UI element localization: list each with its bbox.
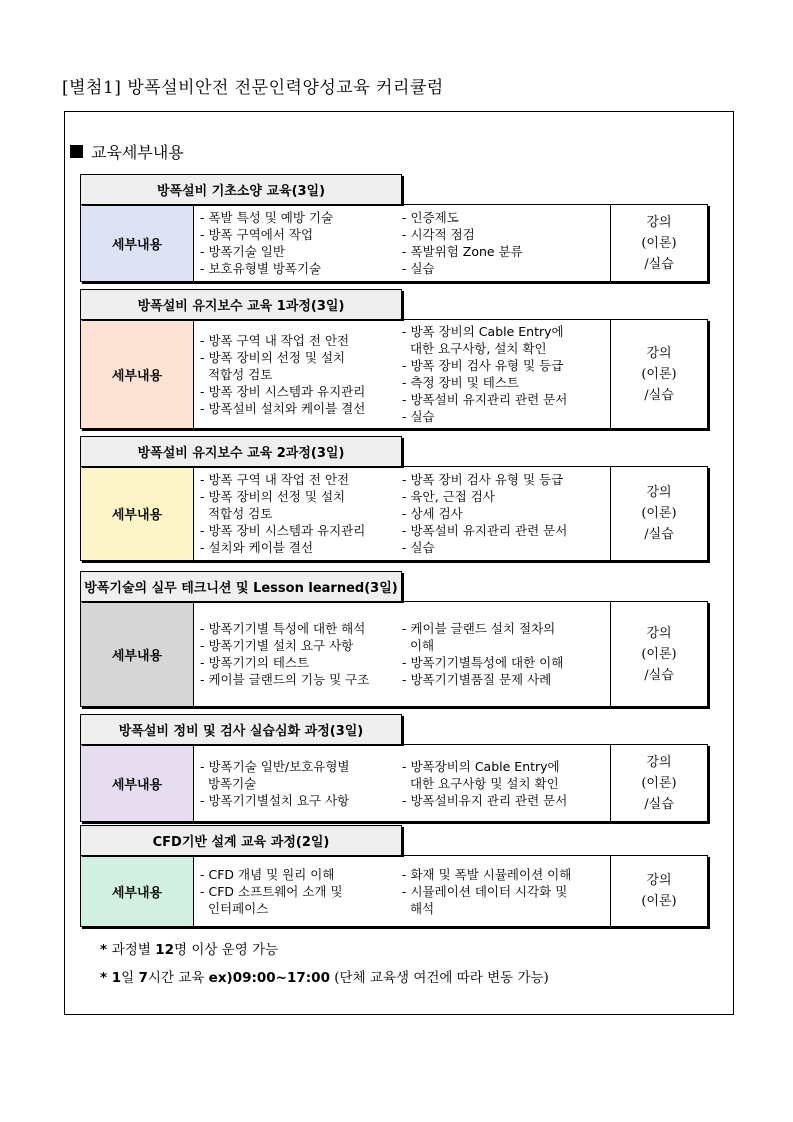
note-text: 1 [111, 970, 122, 986]
detail-item: - 방폭 장비의 선정 및 설치 [200, 349, 346, 365]
detail-label: 세부내용 [81, 467, 194, 560]
detail-item: 인터페이스 [200, 900, 269, 916]
detail-right-column [402, 859, 604, 923]
detail-item: - CFD 개념 및 원리 이해 [200, 866, 335, 882]
detail-item: - 케이블 글랜드의 기능 및 구조 [200, 672, 370, 687]
detail-item: 해석 [402, 900, 435, 916]
detail-label: 세부내용 [81, 602, 194, 706]
detail-item: - 측정 장비 및 테스트 [402, 375, 520, 390]
section-heading [70, 140, 184, 163]
detail-left-column [200, 859, 402, 923]
note-text: 시간 교육 [147, 970, 209, 986]
detail-item: - 방폭기기별 설치 요구 사항 [200, 638, 354, 653]
detail-item: - 방폭설비유지 관리 관련 문서 [402, 792, 568, 808]
course-block [80, 174, 708, 282]
detail-item: 적합성 검토 [200, 366, 273, 382]
course-title: CFD기반 설계 교육 과정(2일) [80, 825, 402, 855]
detail-item: - CFD 소프트웨어 소개 및 [200, 883, 343, 899]
detail-item: 대한 요구사항 및 설치 확인 [402, 775, 559, 791]
detail-content [194, 602, 611, 706]
course-block [80, 571, 708, 707]
teaching-method [611, 320, 707, 428]
note-text: 7 [138, 970, 148, 986]
method-line: (이론) [641, 366, 677, 382]
teaching-method [611, 467, 707, 560]
detail-item: 적합성 검토 [200, 506, 273, 521]
detail-item: - 실습 [402, 409, 435, 424]
course-title: 방폭설비 유지보수 교육 2과정(3일) [80, 436, 402, 466]
method-line: (이론) [641, 646, 677, 662]
detail-item: - 폭발 특성 및 예방 기술 [200, 210, 334, 225]
course-details [80, 466, 708, 561]
detail-item: - 방폭기기별설치 요구 사항 [200, 792, 350, 808]
detail-item: - 화재 및 폭발 시뮬레이션 이해 [402, 866, 572, 882]
course-details [80, 601, 708, 707]
detail-content [194, 205, 611, 281]
teaching-method [611, 205, 707, 281]
asterisk: * [100, 970, 112, 986]
detail-item: - 방폭기술 일반/보호유형별 [200, 758, 350, 774]
detail-item: - 시뮬레이션 데이터 시각화 및 [402, 883, 568, 899]
method-line: (이론) [641, 235, 677, 251]
detail-item: 방폭기술 [200, 775, 257, 791]
detail-item: - 실습 [402, 261, 435, 276]
detail-item: - 폭발위험 Zone 분류 [402, 244, 523, 259]
detail-right-column [402, 470, 604, 557]
detail-label: 세부내용 [81, 320, 194, 428]
teaching-method [611, 602, 707, 706]
note-text: 일 [121, 970, 139, 986]
method-line: 강의 [646, 485, 672, 500]
detail-item: - 방폭기술 일반 [200, 244, 285, 259]
detail-left-column [200, 323, 402, 425]
method-line: (이론) [641, 506, 677, 521]
detail-item: - 방폭 장비의 선정 및 설치 [200, 489, 346, 504]
detail-left-column [200, 748, 402, 818]
note-text: 12 [155, 942, 174, 958]
detail-item: - 방폭장비의 Cable Entry에 [402, 758, 560, 774]
method-line: 강의 [646, 345, 672, 361]
detail-item: - 시각적 점검 [402, 227, 475, 242]
detail-item: - 방폭설비 유지관리 관련 문서 [402, 392, 568, 407]
detail-content [194, 467, 611, 560]
method-line: 강의 [646, 625, 672, 641]
black-square-icon [70, 145, 83, 158]
note-2 [100, 966, 549, 986]
detail-right-column [402, 323, 604, 425]
teaching-method [611, 856, 707, 926]
detail-item: - 방폭 장비의 Cable Entry에 [402, 324, 564, 339]
detail-label: 세부내용 [81, 745, 194, 821]
detail-item: - 방폭기기별품질 문제 사례 [402, 672, 552, 687]
detail-item: - 방폭 구역 내 작업 전 안전 [200, 332, 350, 348]
detail-label: 세부내용 [81, 856, 194, 926]
detail-label: 세부내용 [81, 205, 194, 281]
course-title: 방폭기술의 실무 테크니션 및 Lesson learned(3일) [80, 571, 402, 601]
detail-item: - 방폭 구역 내 작업 전 안전 [200, 472, 350, 487]
detail-item: - 방폭기기별 특성에 대한 해석 [200, 621, 366, 636]
detail-item: - 방폭기기의 테스트 [200, 655, 310, 670]
detail-item: - 인증제도 [402, 210, 459, 225]
method-line: /실습 [644, 387, 674, 403]
detail-item: - 실습 [402, 540, 435, 555]
detail-item: - 상세 검사 [402, 506, 463, 521]
method-line: (이론) [641, 775, 677, 791]
detail-left-column [200, 605, 402, 703]
detail-right-column [402, 748, 604, 818]
course-details [80, 204, 708, 282]
detail-item: 이해 [402, 638, 435, 653]
detail-item: - 방폭 장비 시스템과 유지관리 [200, 383, 366, 399]
detail-left-column [200, 470, 402, 557]
detail-item: - 케이블 글랜드 설치 절차의 [402, 621, 556, 636]
detail-left-column [200, 208, 402, 278]
method-line: 강의 [646, 754, 672, 770]
method-line: 강의 [646, 873, 672, 888]
method-line: /실습 [644, 667, 674, 683]
page-title: [별첨1] 방폭설비안전 전문인력양성교육 커리큘럼 [62, 78, 444, 98]
detail-item: - 보호유형별 방폭기술 [200, 261, 322, 276]
course-details [80, 319, 708, 429]
teaching-method [611, 745, 707, 821]
course-details [80, 744, 708, 822]
method-line: /실습 [644, 256, 674, 272]
detail-item: - 방폭 장비 검사 유형 및 등급 [402, 472, 564, 487]
note-text: 과정별 [111, 942, 156, 958]
course-title: 방폭설비 유지보수 교육 1과정(3일) [80, 289, 402, 319]
course-title: 방폭설비 정비 및 검사 실습심화 과정(3일) [80, 714, 402, 744]
course-block [80, 436, 708, 561]
method-line: (이론) [641, 894, 677, 909]
method-line: /실습 [644, 796, 674, 812]
course-details [80, 855, 708, 927]
section-heading-text: 교육세부내용 [91, 143, 184, 162]
detail-right-column [402, 605, 604, 703]
note-text: (단체 교육생 여건에 따라 변동 가능) [329, 970, 549, 986]
detail-item: - 설치와 케이블 결선 [200, 540, 314, 555]
detail-item: - 방폭 구역에서 작업 [200, 227, 314, 242]
asterisk: * [100, 942, 112, 958]
detail-right-column [402, 208, 604, 278]
detail-content [194, 745, 611, 821]
detail-item: - 방폭설비 유지관리 관련 문서 [402, 523, 568, 538]
detail-item: - 방폭 장비 검사 유형 및 등급 [402, 358, 564, 373]
course-block [80, 825, 708, 927]
note-1 [100, 938, 278, 958]
method-line: 강의 [646, 214, 672, 230]
note-text: 명 이상 운영 가능 [173, 942, 279, 958]
detail-item: - 방폭설비 설치와 케이블 결선 [200, 400, 366, 416]
detail-item: - 방폭기기별특성에 대한 이해 [402, 655, 564, 670]
detail-content [194, 856, 611, 926]
detail-item: - 방폭 장비 시스템과 유지관리 [200, 523, 366, 538]
note-text: ex)09:00~17:00 [208, 970, 330, 986]
course-block [80, 289, 708, 429]
course-block [80, 714, 708, 822]
course-title: 방폭설비 기초소양 교육(3일) [80, 174, 402, 204]
detail-item: - 육안, 근접 검사 [402, 489, 495, 504]
detail-content [194, 320, 611, 428]
detail-item: 대한 요구사항, 설치 확인 [402, 341, 547, 356]
method-line: /실습 [644, 527, 674, 542]
